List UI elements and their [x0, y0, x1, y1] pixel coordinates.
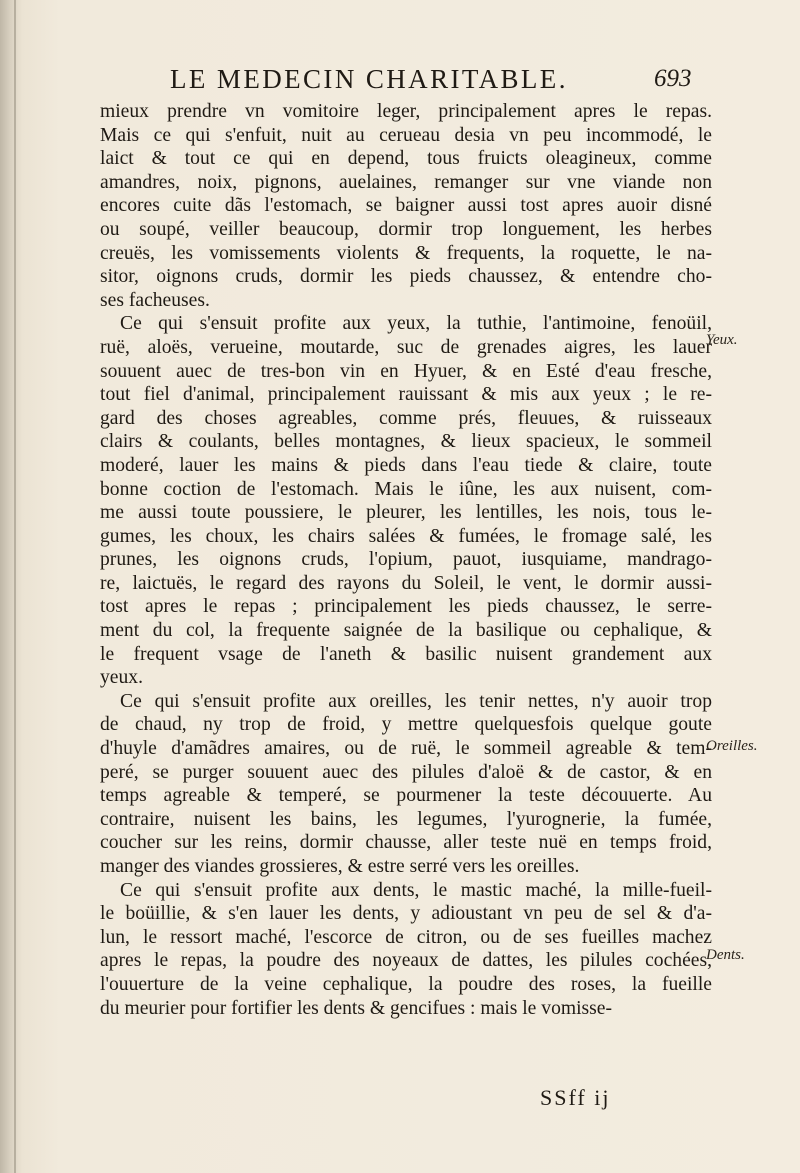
text-line: tout fiel d'animal, principalement rauissant & mis aux yeux ; le re- [100, 384, 712, 406]
text-line: contraire, nuisent les bains, les legumes, l'yurognerie, la fumée, [100, 808, 712, 830]
text-line: prunes, les oignons cruds, l'opium, pauot, iusquiame, mandrago- [100, 549, 712, 571]
signature-mark: SSff ij [540, 1085, 611, 1110]
text-line: sitor, oignons cruds, dormir les pieds chaussez, & entendre cho- [100, 266, 712, 288]
paragraph [100, 879, 712, 1021]
text-line: du meurier pour fortifier les dents & gencifues : mais le vomisse- [100, 997, 613, 1019]
text-line: gard des choses agreables, comme prés, fleuues, & ruisseaux [100, 407, 712, 429]
margin-note-ears: Oreilles. [706, 738, 758, 754]
text-line: l'ouuerture de la veine cephalique, la poudre des roses, la fueille [100, 973, 712, 995]
paragraph [100, 312, 712, 690]
text-line: le boüillie, & s'en lauer les dents, y adioustant vn peu de sel & d'a- [100, 903, 712, 925]
text-line: re, laictuës, le regard des rayons du Soleil, le vent, le dormir aussi- [100, 572, 712, 594]
paragraph [100, 100, 712, 312]
text-line: ment du col, la frequente saignée de la basilique ou cephalique, & [100, 620, 712, 642]
text-line: encores cuite dãs l'estomach, se baigner aussi tost apres auoir disné [100, 195, 712, 217]
text-line: amandres, noix, pignons, auelaines, remanger sur vne viande non [100, 171, 712, 193]
paragraph [100, 690, 712, 879]
text-line: souuent auec de tres-bon vin en Hyuer, & en Esté d'eau fresche, [100, 360, 712, 382]
binding-gutter [14, 0, 16, 1173]
text-line: yeux. [100, 667, 143, 689]
text-line: tost apres le repas ; principalement les pieds chaussez, le serre- [100, 596, 712, 618]
text-line: d'huyle d'amãdres amaires, ou de ruë, le sommeil agreable & tem- [100, 738, 712, 760]
text-line: lun, le ressort maché, l'escorce de citron, ou de ses fueilles machez [100, 926, 712, 948]
text-line: temps agreable & temperé, se pourmener la teste découuerte. Au [100, 785, 712, 807]
margin-note-teeth: Dents. [706, 947, 745, 963]
text-line: apres le repas, la poudre des noyeaux de dattes, les pilules cochées, [100, 950, 712, 972]
text-line: manger des viandes grossieres, & estre serré vers les oreilles. [100, 856, 580, 877]
text-line: gumes, les choux, les chairs salées & fumées, le fromage salé, les [100, 525, 712, 547]
text-line: clairs & coulants, belles montagnes, & lieux spacieux, le sommeil [100, 431, 712, 453]
text-line: peré, se purger souuent auec des pilules d'aloë & de castor, & en [100, 761, 712, 783]
text-line: ou soupé, veiller beaucoup, dormir trop longuement, les herbes [100, 218, 712, 240]
running-head [0, 62, 800, 96]
text-line: le frequent vsage de l'aneth & basilic nuisent grandement aux [100, 643, 712, 665]
text-line: creuës, les vomissements violents & frequents, la roquette, le na- [100, 242, 712, 264]
page-number: 693 [654, 65, 692, 92]
text-line: de chaud, ny trop de froid, y mettre quelquesfois quelque goute [100, 714, 712, 736]
text-line: laict & tout ce qui en depend, tous fruicts oleagineux, comme [100, 148, 712, 170]
text-line: me aussi toute poussiere, le pleurer, les lentilles, les nois, tous le- [100, 502, 712, 524]
text-line: moderé, lauer les mains & pieds dans l'eau tiede & claire, toute [100, 454, 712, 476]
text-line: Mais ce qui s'enfuit, nuit au cerueau desia vn peu incommodé, le [100, 124, 712, 146]
text-line: ses facheuses. [100, 289, 210, 311]
running-head-title: LE MEDECIN CHARITABLE. [170, 64, 568, 94]
text-line: Ce qui s'ensuit profite aux oreilles, les tenir nettes, n'y auoir trop [120, 690, 712, 712]
margin-note-eyes: Yeux. [706, 332, 738, 348]
text-line: Ce qui s'ensuit profite aux dents, le mastic maché, la mille-fueil- [120, 879, 712, 901]
text-line: coucher sur les reins, dormir chausse, aller teste nuë en temps froid, [100, 832, 712, 854]
text-line: ruë, aloës, verueine, moutarde, suc de grenades aigres, les lauer [100, 336, 712, 358]
body-text [100, 100, 712, 1020]
text-line: bonne coction de l'estomach. Mais le iûne, les aux nuisent, com- [100, 478, 712, 500]
text-line: Ce qui s'ensuit profite aux yeux, la tuthie, l'antimoine, fenoüil, [120, 313, 712, 335]
text-line: mieux prendre vn vomitoire leger, principalement apres le repas. [100, 101, 712, 122]
